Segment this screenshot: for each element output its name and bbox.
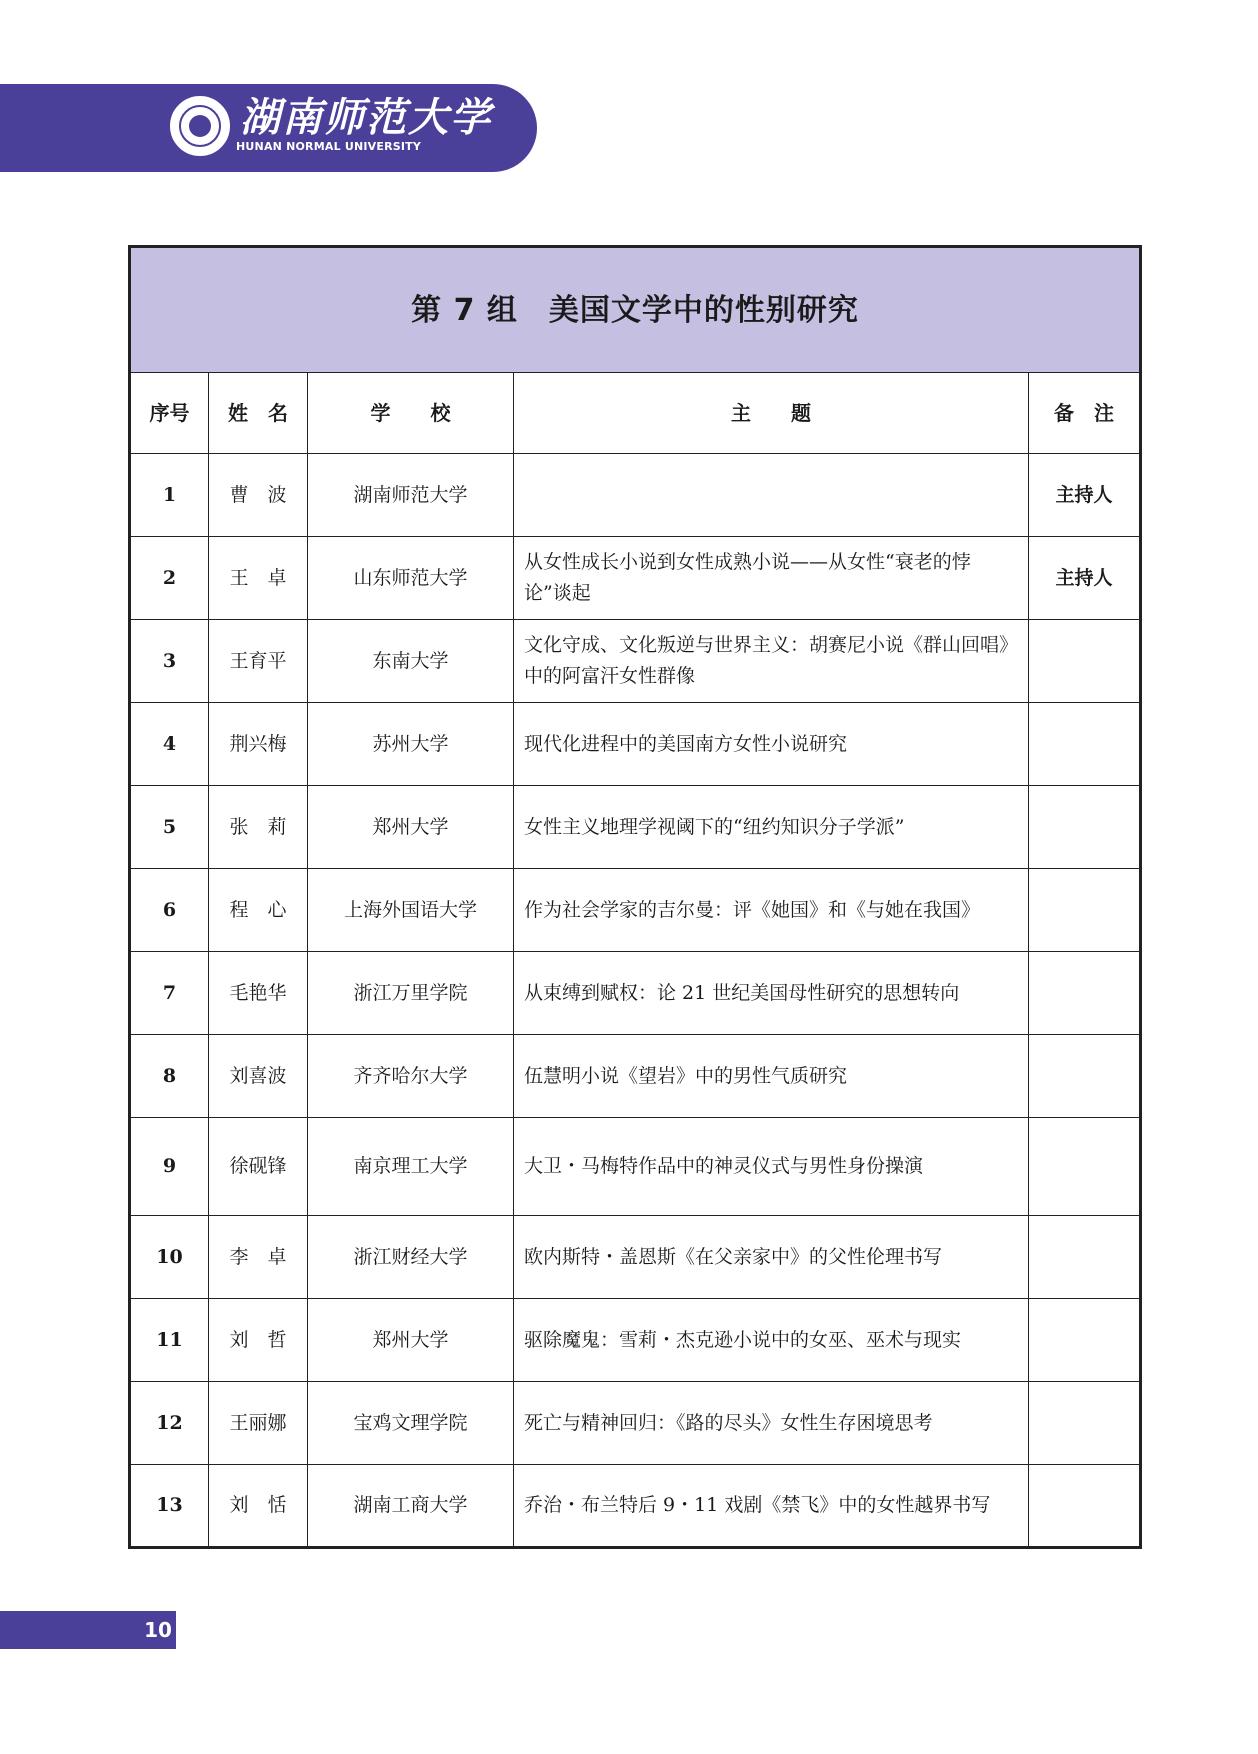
university-logo-en: HUNAN NORMAL UNIVERSITY <box>236 140 422 153</box>
cell-school: 南京理工大学 <box>308 1118 514 1216</box>
cell-num: 13 <box>130 1465 209 1548</box>
cell-name: 刘 恬 <box>209 1465 308 1548</box>
cell-school: 上海外国语大学 <box>308 869 514 952</box>
cell-school: 郑州大学 <box>308 786 514 869</box>
cell-topic: 伍慧明小说《望岩》中的男性气质研究 <box>514 1035 1029 1118</box>
cell-topic: 女性主义地理学视阈下的“纽约知识分子学派” <box>514 786 1029 869</box>
cell-note <box>1029 1035 1141 1118</box>
cell-school: 苏州大学 <box>308 703 514 786</box>
cell-num: 2 <box>130 537 209 620</box>
cell-name: 刘喜波 <box>209 1035 308 1118</box>
cell-num: 3 <box>130 620 209 703</box>
university-seal-icon <box>170 96 230 156</box>
table-row <box>130 620 1141 703</box>
cell-name: 刘 哲 <box>209 1299 308 1382</box>
cell-note: 主持人 <box>1029 454 1141 537</box>
cell-name: 王 卓 <box>209 537 308 620</box>
university-logo-cn: 湖南师范大学 <box>240 94 492 141</box>
column-header-note: 备 注 <box>1029 373 1141 454</box>
group-title: 第 7 组 美国文学中的性别研究 <box>130 247 1141 373</box>
cell-school: 湖南工商大学 <box>308 1465 514 1548</box>
cell-num: 4 <box>130 703 209 786</box>
cell-note <box>1029 786 1141 869</box>
cell-topic: 乔治・布兰特后 9・11 戏剧《禁飞》中的女性越界书写 <box>514 1465 1029 1548</box>
cell-num: 8 <box>130 1035 209 1118</box>
cell-num: 10 <box>130 1216 209 1299</box>
cell-num: 12 <box>130 1382 209 1465</box>
table-row <box>130 703 1141 786</box>
cell-num: 11 <box>130 1299 209 1382</box>
cell-school: 山东师范大学 <box>308 537 514 620</box>
cell-topic: 从女性成长小说到女性成熟小说——从女性“衰老的悖论”谈起 <box>514 537 1029 620</box>
table-row <box>130 1216 1141 1299</box>
schedule-table-wrapper <box>128 245 1139 1549</box>
cell-school: 浙江万里学院 <box>308 952 514 1035</box>
cell-school: 齐齐哈尔大学 <box>308 1035 514 1118</box>
cell-name: 荆兴梅 <box>209 703 308 786</box>
table-row <box>130 454 1141 537</box>
table-row <box>130 1465 1141 1548</box>
cell-num: 6 <box>130 869 209 952</box>
cell-note <box>1029 703 1141 786</box>
cell-school: 宝鸡文理学院 <box>308 1382 514 1465</box>
table-row <box>130 1382 1141 1465</box>
cell-topic <box>514 454 1029 537</box>
cell-name: 李 卓 <box>209 1216 308 1299</box>
page-number: 10 <box>144 1618 172 1642</box>
table-row <box>130 786 1141 869</box>
cell-topic: 大卫・马梅特作品中的神灵仪式与男性身份操演 <box>514 1118 1029 1216</box>
cell-school: 郑州大学 <box>308 1299 514 1382</box>
cell-topic: 驱除魔鬼：雪莉・杰克逊小说中的女巫、巫术与现实 <box>514 1299 1029 1382</box>
cell-note <box>1029 1465 1141 1548</box>
cell-school: 东南大学 <box>308 620 514 703</box>
cell-topic: 死亡与精神回归：《路的尽头》女性生存困境思考 <box>514 1382 1029 1465</box>
cell-name: 曹 波 <box>209 454 308 537</box>
table-row <box>130 537 1141 620</box>
cell-note <box>1029 952 1141 1035</box>
cell-note <box>1029 1118 1141 1216</box>
column-header-topic: 主 题 <box>514 373 1029 454</box>
header-row <box>130 373 1141 454</box>
cell-topic: 欧内斯特・盖恩斯《在父亲家中》的父性伦理书写 <box>514 1216 1029 1299</box>
table-row <box>130 1118 1141 1216</box>
cell-name: 程 心 <box>209 869 308 952</box>
table-row <box>130 1299 1141 1382</box>
cell-name: 张 莉 <box>209 786 308 869</box>
cell-note: 主持人 <box>1029 537 1141 620</box>
cell-topic: 从束缚到赋权：论 21 世纪美国母性研究的思想转向 <box>514 952 1029 1035</box>
cell-num: 5 <box>130 786 209 869</box>
cell-topic: 作为社会学家的吉尔曼：评《她国》和《与她在我国》 <box>514 869 1029 952</box>
cell-school: 浙江财经大学 <box>308 1216 514 1299</box>
cell-num: 7 <box>130 952 209 1035</box>
group-table <box>128 245 1142 1549</box>
table-row <box>130 1035 1141 1118</box>
cell-num: 9 <box>130 1118 209 1216</box>
cell-name: 徐砚锋 <box>209 1118 308 1216</box>
table-row <box>130 869 1141 952</box>
column-header-num: 序号 <box>130 373 209 454</box>
cell-name: 王丽娜 <box>209 1382 308 1465</box>
cell-topic: 文化守成、文化叛逆与世界主义：胡赛尼小说《群山回唱》中的阿富汗女性群像 <box>514 620 1029 703</box>
cell-name: 王育平 <box>209 620 308 703</box>
cell-topic: 现代化进程中的美国南方女性小说研究 <box>514 703 1029 786</box>
cell-name: 毛艳华 <box>209 952 308 1035</box>
cell-note <box>1029 1382 1141 1465</box>
column-header-school: 学 校 <box>308 373 514 454</box>
cell-note <box>1029 1216 1141 1299</box>
cell-num: 1 <box>130 454 209 537</box>
cell-note <box>1029 1299 1141 1382</box>
cell-note <box>1029 620 1141 703</box>
cell-note <box>1029 869 1141 952</box>
table-row <box>130 952 1141 1035</box>
cell-school: 湖南师范大学 <box>308 454 514 537</box>
column-header-name: 姓 名 <box>209 373 308 454</box>
